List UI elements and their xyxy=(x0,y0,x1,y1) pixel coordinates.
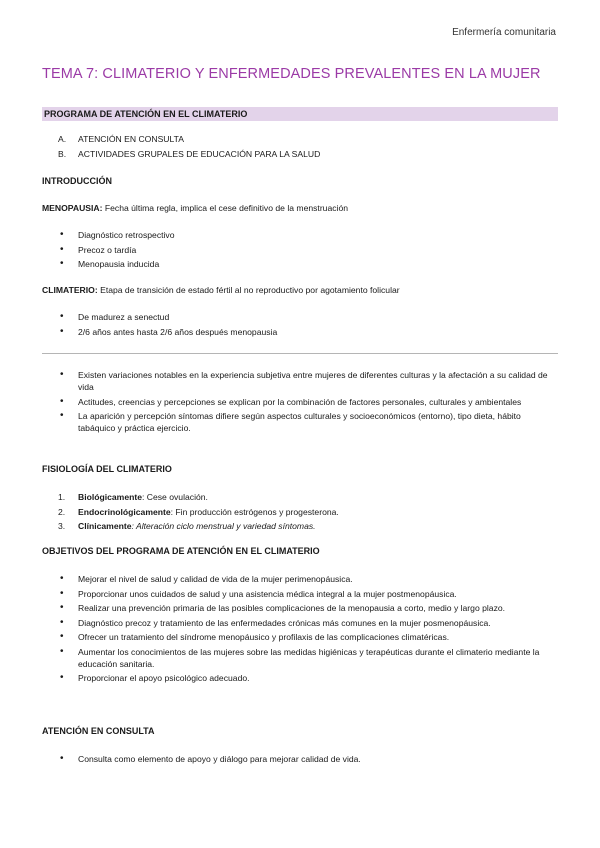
climaterio-term: CLIMATERIO: xyxy=(42,285,98,295)
list-item: • Menopausia inducida xyxy=(58,258,548,270)
list-item: • Consulta como elemento de apoyo y diálogo para mejorar calidad de vida. xyxy=(58,753,548,765)
page-header: Enfermería comunitaria xyxy=(452,27,556,38)
list-item: 3. Clínicamente: Alteración ciclo menstrual y variedad síntomas. xyxy=(58,521,316,531)
fisiologia-heading: FISIOLOGÍA DEL CLIMATERIO xyxy=(42,464,172,474)
list-item: • Actitudes, creencias y percepciones se explican por la combinación de factores personales, culturales y ambientales xyxy=(58,396,548,408)
menopausia-list xyxy=(58,229,548,273)
list-item: B. ACTIVIDADES GRUPALES DE EDUCACIÓN PARA LA SALUD xyxy=(58,148,321,159)
variations-list xyxy=(58,369,548,437)
list-item: 1. Biológicamente: Cese ovulación. xyxy=(58,492,208,502)
intro-heading: INTRODUCCIÓN xyxy=(42,176,112,186)
list-item: A. ATENCIÓN EN CONSULTA xyxy=(58,134,184,144)
fisiologia-list xyxy=(58,491,548,535)
list-item: • Diagnóstico precoz y tratamiento de las enfermedades crónicas más comunes en la mujer posmenopáusica. xyxy=(58,617,548,629)
list-item: • Proporcionar el apoyo psicológico adecuado. xyxy=(58,672,548,684)
list-item: • 2/6 años antes hasta 2/6 años después menopausia xyxy=(58,326,548,338)
list-item: • Ofrecer un tratamiento del síndrome menopáusico y profilaxis de las complicaciones climatéricas. xyxy=(58,631,548,643)
list-item: • Realizar una prevención primaria de las posibles complicaciones de la menopausia a corto, medio y largo plazo. xyxy=(58,602,548,614)
list-item: • Existen variaciones notables en la experiencia subjetiva entre mujeres de diferentes culturas y la afectación a su calidad de vida xyxy=(58,369,548,393)
list-item: • La aparición y percepción síntomas difiere según aspectos culturales y socioeconómicos (entorno), tipo dieta, hábito tabáquico y práctica ejercicio. xyxy=(58,410,548,434)
objetivos-heading: OBJETIVOS DEL PROGRAMA DE ATENCIÓN EN EL CLIMATERIO xyxy=(42,546,320,556)
section-divider xyxy=(42,353,558,354)
list-item: • Aumentar los conocimientos de las mujeres sobre las medidas higiénicas y terapéuticas durante el climaterio mediante la educación sanitaria. xyxy=(58,646,548,670)
menopausia-definition: MENOPAUSIA: Fecha última regla, implica el cese definitivo de la menstruación xyxy=(42,203,349,213)
menopausia-term: MENOPAUSIA: xyxy=(42,203,103,213)
consulta-heading: ATENCIÓN EN CONSULTA xyxy=(42,726,155,736)
list-item: • Proporcionar unos cuidados de salud y una asistencia médica integral a la mujer postmenopáusica. xyxy=(58,588,548,600)
climaterio-list xyxy=(58,311,548,340)
list-item: • Diagnóstico retrospectivo xyxy=(58,229,548,241)
list-item: 2. Endocrinológicamente: Fin producción estrógenos y progesterona. xyxy=(58,506,339,517)
program-heading: PROGRAMA DE ATENCIÓN EN EL CLIMATERIO xyxy=(42,107,558,121)
climaterio-definition: CLIMATERIO: Etapa de transición de estado fértil al no reproductivo por agotamiento folicular xyxy=(42,285,400,295)
list-item: • Mejorar el nivel de salud y calidad de vida de la mujer perimenopáusica. xyxy=(58,573,548,585)
program-list xyxy=(58,133,548,162)
consulta-list xyxy=(58,753,548,768)
list-item: • De madurez a senectud xyxy=(58,311,548,323)
list-item: • Precoz o tardía xyxy=(58,244,548,256)
objetivos-list xyxy=(58,573,548,687)
page-title: TEMA 7: CLIMATERIO Y ENFERMEDADES PREVALENTES EN LA MUJER xyxy=(42,66,541,82)
